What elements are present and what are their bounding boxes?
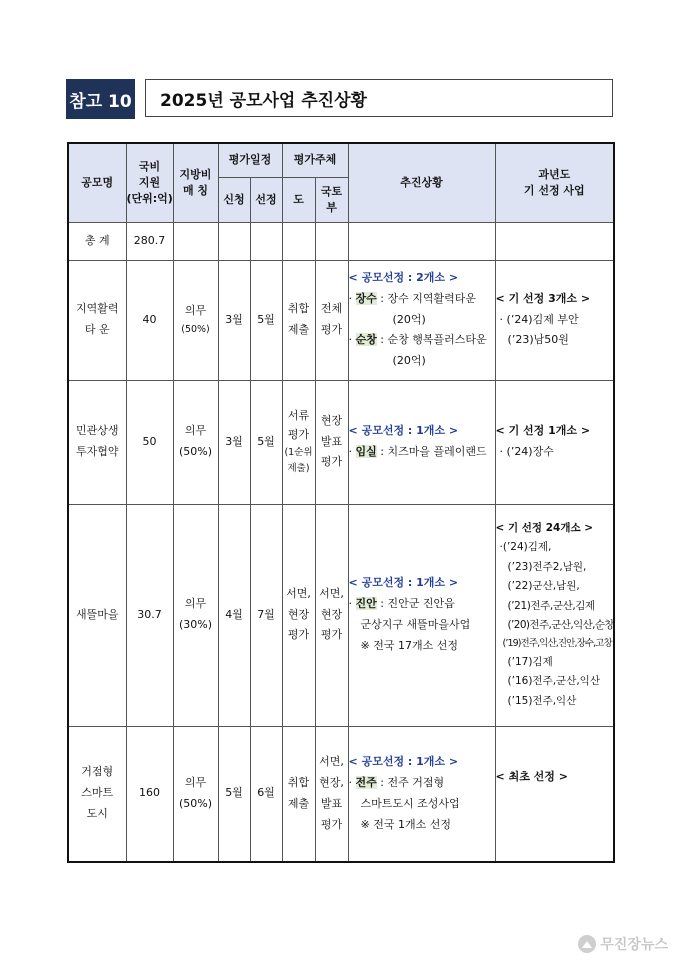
status-region: 장수 <box>355 291 377 305</box>
status-cell <box>348 380 495 504</box>
empty-cell <box>315 222 348 260</box>
province-eval-note: (1순위 <box>284 446 313 458</box>
bullet: · <box>348 597 356 611</box>
local-matching <box>173 726 218 862</box>
local-matching-line: 의무 <box>184 303 207 317</box>
local-matching <box>173 380 218 504</box>
status-heading: < 공모선정 : 1개소 > <box>348 576 459 590</box>
col-header-gov-support <box>126 143 173 222</box>
status-text-cont: 스마트도시 조성사업 <box>360 796 460 810</box>
status-region: 순창 <box>355 333 377 347</box>
total-label: 총 계 <box>68 222 126 260</box>
empty-cell <box>250 222 282 260</box>
past-heading: < 최초 선정 > <box>495 769 568 783</box>
status-item <box>349 289 495 310</box>
status-cell <box>348 504 495 726</box>
project-name-line: 스마트 <box>81 786 114 800</box>
apply-month: 5월 <box>218 726 250 862</box>
status-text: : 순창 행복플러스타운 <box>376 333 487 347</box>
ministry-eval-line: 현장, <box>319 775 344 789</box>
col-header-province: 도 <box>282 177 315 222</box>
bullet: · <box>348 775 356 789</box>
local-header-line2: 매 칭 <box>182 183 209 197</box>
past-item: (’23)남50원 <box>507 333 569 347</box>
total-gov: 280.7 <box>126 222 173 260</box>
local-matching-ratio: (50%) <box>178 796 213 810</box>
ministry-eval <box>315 260 348 380</box>
col-header-schedule: 평가일정 <box>218 143 282 177</box>
province-eval <box>282 380 315 504</box>
local-matching <box>173 504 218 726</box>
province-eval-line: 취합 <box>287 775 310 789</box>
ministry-eval-line: 발표 <box>320 434 343 448</box>
ministry-eval-line: 현장 <box>320 607 343 621</box>
past-heading: < 기 선정 3개소 > <box>495 291 591 305</box>
status-heading: < 공모선정 : 1개소 > <box>348 424 459 438</box>
ministry-eval-line: 평가 <box>320 628 343 642</box>
ministry-eval-line: 발표 <box>320 796 343 810</box>
status-text-cont: 군상지구 새뜰마을사업 <box>360 618 471 631</box>
news-watermark <box>578 934 668 954</box>
past-cell <box>495 260 614 380</box>
total-row <box>68 222 614 260</box>
province-eval-line: 평가 <box>287 428 310 442</box>
apply-month: 3월 <box>218 260 250 380</box>
past-item: (’20)전주,군산,익산,순창 <box>507 618 614 631</box>
past-item: (’23)전주2,남원, <box>507 560 587 573</box>
col-header-local-matching <box>173 143 218 222</box>
past-item: (’21)전주,군산,김제 <box>507 599 595 612</box>
table-row <box>68 504 614 726</box>
status-item <box>349 330 495 351</box>
empty-cell <box>495 222 614 260</box>
empty-cell <box>173 222 218 260</box>
province-eval-line: 서류 <box>287 409 310 423</box>
col-header-ministry <box>315 177 348 222</box>
past-header-line2: 기 선정 사업 <box>523 183 585 197</box>
past-cell <box>495 726 614 862</box>
select-month: 7월 <box>250 504 282 726</box>
status-amount: (20억) <box>392 354 426 368</box>
ministry-eval <box>315 726 348 862</box>
local-header-line1: 지방비 <box>179 167 212 181</box>
project-name <box>68 504 126 726</box>
ministry-eval-line: 평가 <box>320 323 343 336</box>
table-row <box>68 260 614 380</box>
past-item: (’16)전주,군산,익산 <box>507 675 600 688</box>
project-name-line: 투자협약 <box>75 445 119 458</box>
status-note: ※ 전국 1개소 선정 <box>360 817 451 831</box>
local-matching-line: 의무 <box>184 424 207 438</box>
ministry-header-line2: 부 <box>326 200 337 214</box>
col-header-past <box>495 143 614 222</box>
province-eval-line: 제출 <box>287 796 310 810</box>
status-heading: < 공모선정 : 1개소 > <box>348 754 459 768</box>
province-eval-line: 취합 <box>287 302 310 316</box>
local-matching-line: 의무 <box>184 775 207 789</box>
status-text: : 장수 지역활력타운 <box>376 291 476 305</box>
ministry-eval-line: 평가 <box>320 817 343 831</box>
gov-support: 160 <box>126 726 173 862</box>
col-header-select: 선정 <box>250 177 282 222</box>
status-amount: (20억) <box>392 312 426 326</box>
status-note: ※ 전국 17개소 선정 <box>360 638 458 652</box>
empty-cell <box>348 222 495 260</box>
document-title <box>145 79 613 117</box>
col-header-name: 공모명 <box>68 143 126 222</box>
local-matching-line: 의무 <box>184 597 207 611</box>
apply-month: 3월 <box>218 380 250 504</box>
select-month: 5월 <box>250 380 282 504</box>
project-name <box>68 260 126 380</box>
ministry-eval-line: 평가 <box>320 455 343 469</box>
past-item: (’17)김제 <box>507 655 553 668</box>
gov-support: 30.7 <box>126 504 173 726</box>
status-cell <box>348 260 495 380</box>
local-matching-ratio: (50%) <box>181 324 210 336</box>
status-item <box>349 773 495 794</box>
status-region: 전주 <box>355 775 377 789</box>
province-eval-line: 평가 <box>287 628 310 642</box>
ministry-eval-line: 서면, <box>319 754 344 768</box>
past-item: (’15)전주,익산 <box>507 694 577 707</box>
province-eval-line: 서면, <box>286 586 311 600</box>
ministry-eval-line: 현장 <box>320 413 343 427</box>
ministry-eval-line: 전체 <box>320 302 343 316</box>
project-name-line: 타 운 <box>84 323 110 336</box>
province-eval-line: 제출 <box>287 323 310 336</box>
project-name <box>68 380 126 504</box>
past-heading: < 기 선정 24개소 > <box>495 521 594 534</box>
gov-header-line3: (단위:억) <box>126 191 173 205</box>
past-heading: < 기 선정 1개소 > <box>495 424 591 438</box>
reference-label: 참고 10 <box>66 79 135 119</box>
status-region: 임실 <box>355 445 377 458</box>
col-header-status: 추진상황 <box>348 143 495 222</box>
province-eval-line: 현장 <box>287 607 310 621</box>
status-heading: < 공모선정 : 2개소 > <box>348 270 459 284</box>
project-name-line: 지역활력 <box>75 302 119 316</box>
empty-cell <box>218 222 250 260</box>
local-matching-ratio: (30%) <box>178 618 213 631</box>
select-month: 5월 <box>250 260 282 380</box>
province-eval-note: 제출) <box>287 463 310 475</box>
document-title-text: 2025년 공모사업 추진상황 <box>160 90 367 111</box>
col-header-subject: 평가주체 <box>282 143 348 177</box>
project-status-table <box>67 142 615 863</box>
status-text: : 진안군 진안읍 <box>376 597 455 611</box>
province-eval <box>282 504 315 726</box>
project-name-line: 도시 <box>86 807 108 821</box>
project-name-line: 거점형 <box>81 765 114 779</box>
status-region: 진안 <box>355 597 377 611</box>
ministry-eval <box>315 380 348 504</box>
past-header-line1: 과년도 <box>538 167 571 181</box>
past-item: · (’24)김제 부안 <box>499 312 579 326</box>
past-item: (’22)군산,남원, <box>507 580 580 593</box>
gov-support: 40 <box>126 260 173 380</box>
gov-header-line1: 국비 <box>138 159 161 173</box>
project-name <box>68 726 126 862</box>
watermark-logo-icon <box>578 935 596 953</box>
ministry-eval-line: 서면, <box>319 586 344 600</box>
past-cell <box>495 504 614 726</box>
gov-support: 50 <box>126 380 173 504</box>
watermark-text: 무진장뉴스 <box>600 937 668 953</box>
past-item: ·(’24)김제, <box>499 541 552 554</box>
bullet: · <box>348 291 356 305</box>
status-text: : 전주 거점형 <box>376 775 445 789</box>
past-cell <box>495 380 614 504</box>
project-name-line: 새뜰마을 <box>75 607 119 621</box>
status-text: : 치즈마을 플레이랜드 <box>376 445 487 458</box>
select-month: 6월 <box>250 726 282 862</box>
past-item: · (’24)장수 <box>499 445 554 458</box>
empty-cell <box>282 222 315 260</box>
local-matching-ratio: (50%) <box>178 445 213 458</box>
status-item <box>349 442 495 463</box>
apply-month: 4월 <box>218 504 250 726</box>
local-matching <box>173 260 218 380</box>
past-item: (’19)전주,익산,진안,장수,고창 <box>502 638 612 650</box>
status-cell <box>348 726 495 862</box>
table-row <box>68 380 614 504</box>
bullet: · <box>348 333 356 347</box>
col-header-apply: 신청 <box>218 177 250 222</box>
gov-header-line2: 지원 <box>138 175 161 189</box>
province-eval <box>282 260 315 380</box>
header-row-1 <box>68 143 614 177</box>
status-item <box>349 594 495 615</box>
table-row <box>68 726 614 862</box>
project-name-line: 민관상생 <box>75 424 119 438</box>
province-eval <box>282 726 315 862</box>
ministry-eval <box>315 504 348 726</box>
ministry-header-line1: 국토 <box>320 184 343 198</box>
bullet: · <box>348 445 356 458</box>
